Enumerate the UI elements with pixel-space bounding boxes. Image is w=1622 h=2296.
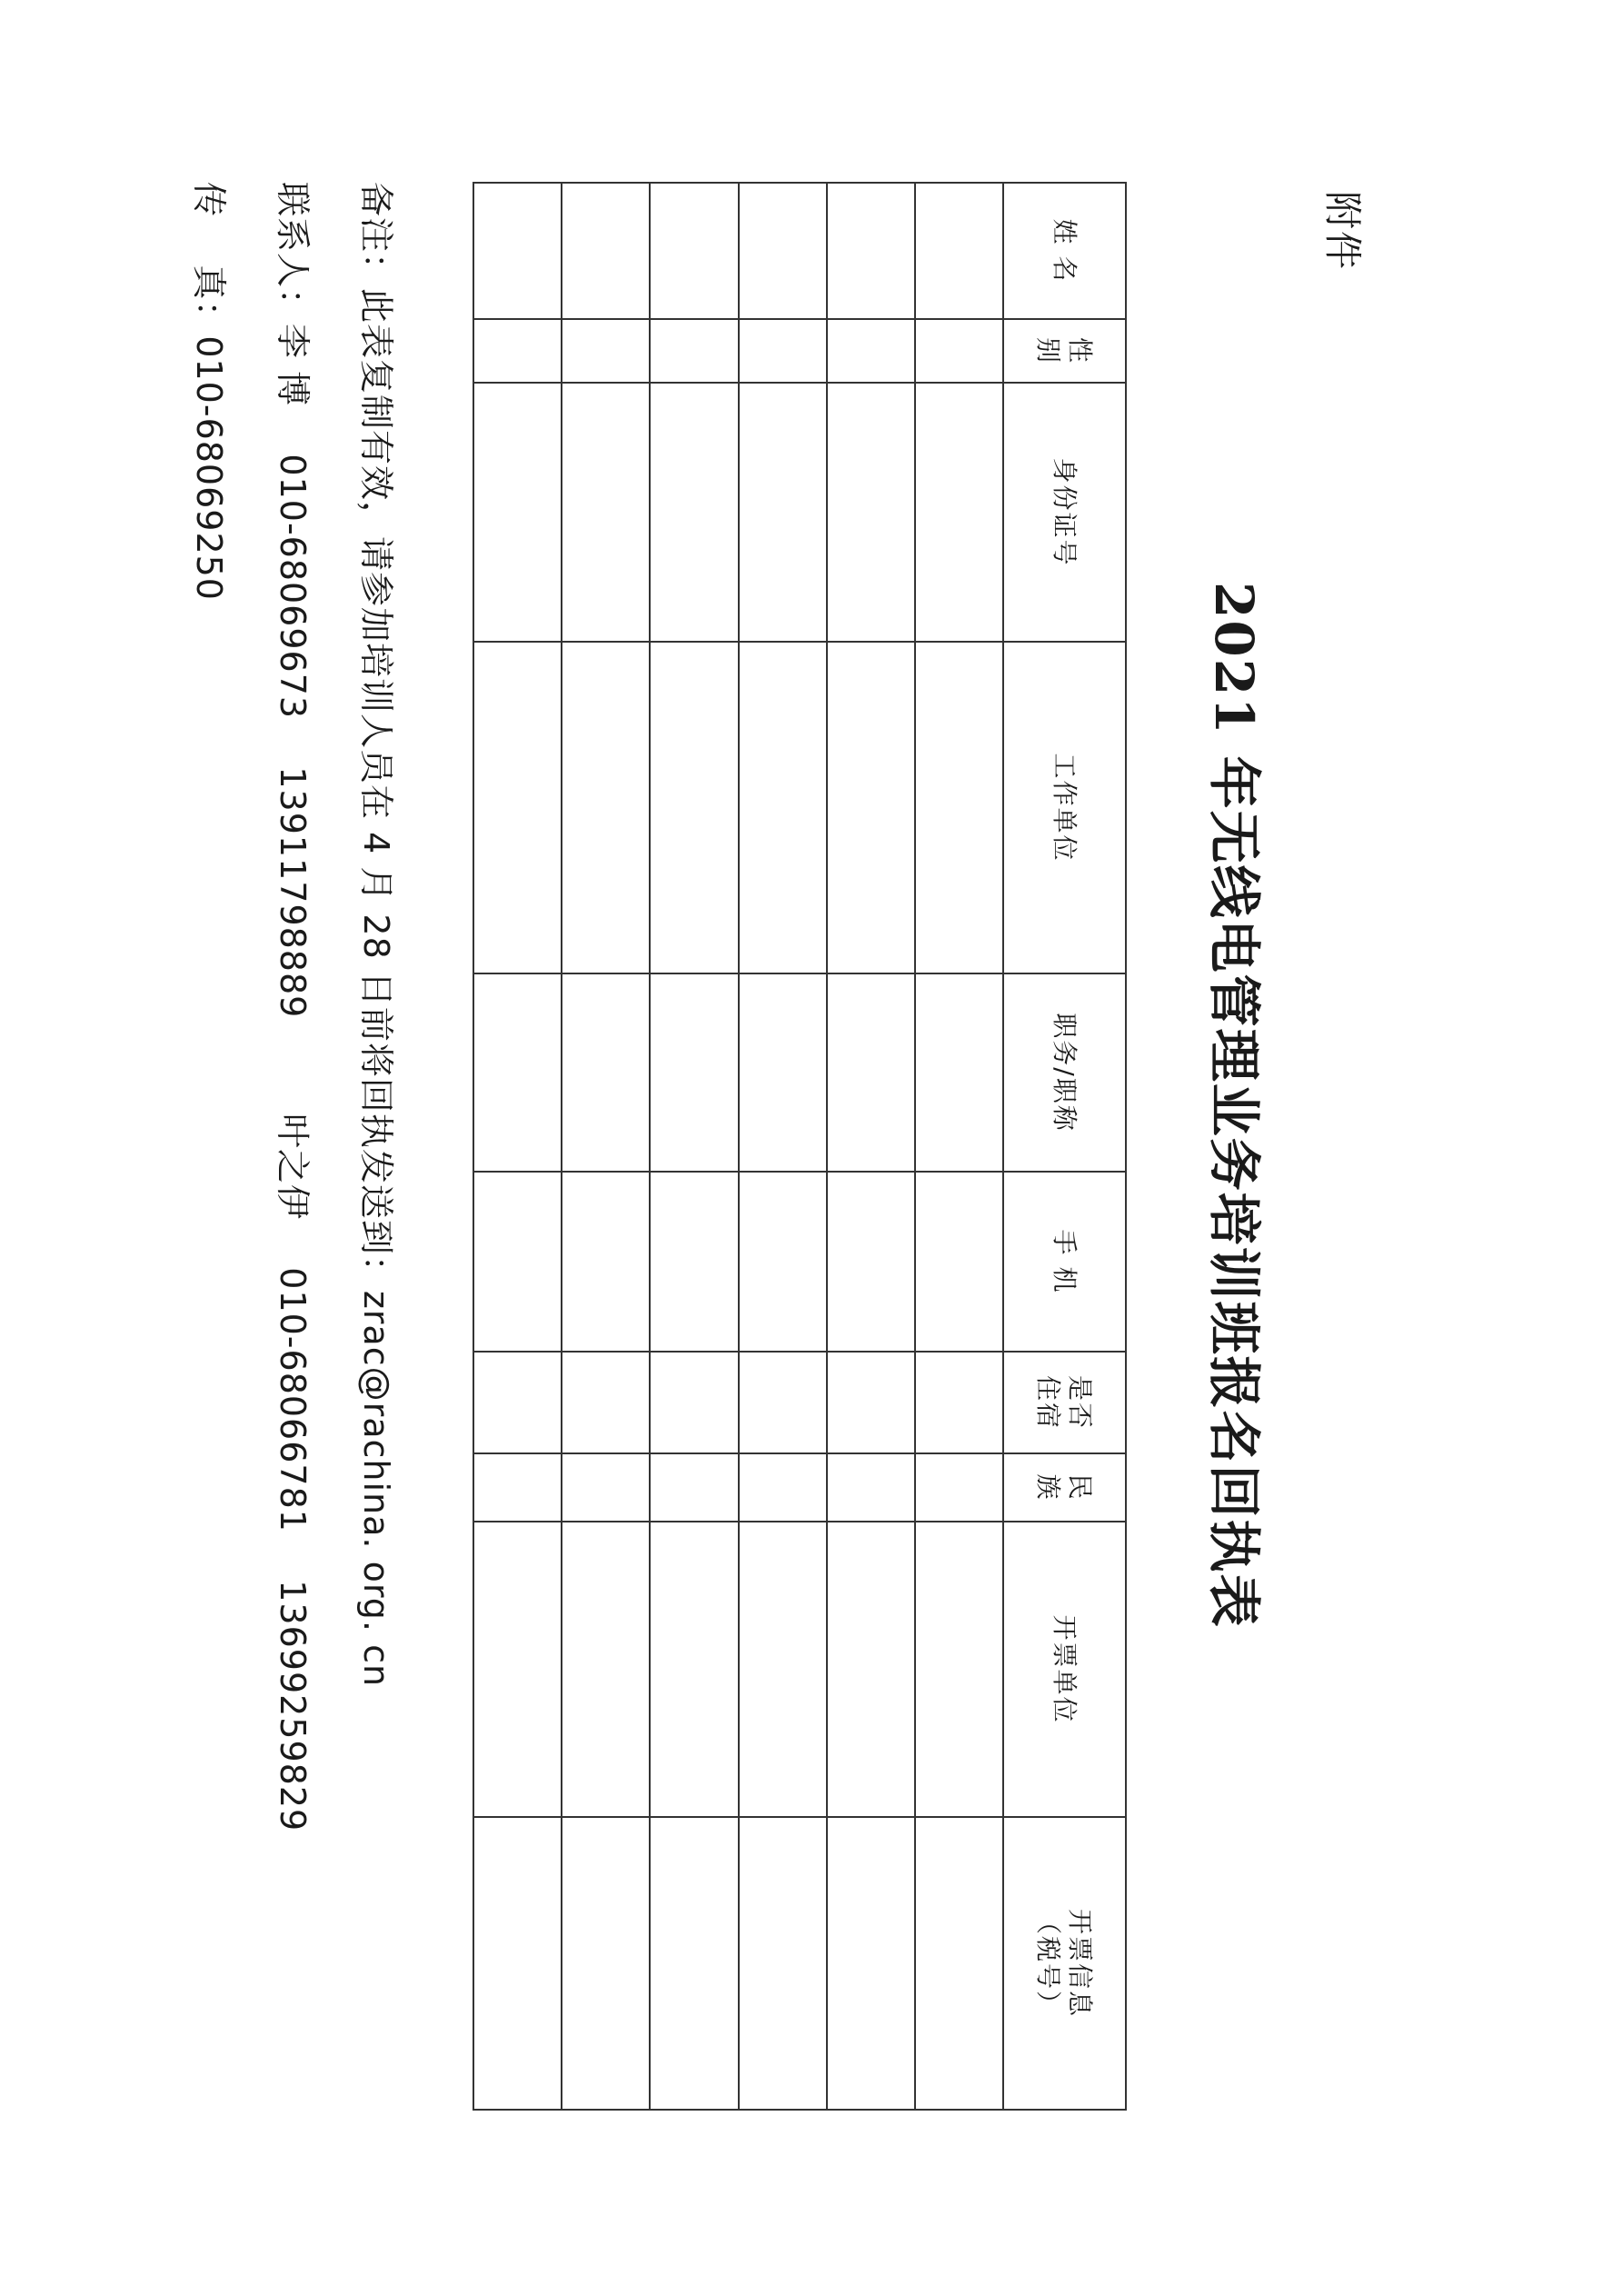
table-cell[interactable] [739, 1352, 827, 1453]
contact-label: 联系人： [273, 182, 313, 324]
table-cell[interactable] [473, 183, 562, 319]
table-cell[interactable] [650, 1453, 738, 1522]
table-cell[interactable] [827, 1817, 915, 2110]
table-cell[interactable] [562, 642, 650, 973]
fax-label: 传 真： [189, 182, 229, 336]
table-cell[interactable] [915, 1817, 1003, 2110]
table-cell[interactable] [827, 319, 915, 383]
table-cell[interactable] [650, 383, 738, 642]
header-position-title: 职务/职称 [1003, 973, 1126, 1172]
table-cell[interactable] [827, 1352, 915, 1453]
table-cell[interactable] [827, 642, 915, 973]
attachment-label: 附件 [1320, 191, 1365, 272]
table-cell[interactable] [562, 1453, 650, 1522]
header-name: 姓 名 [1003, 183, 1126, 319]
header-mobile: 手 机 [1003, 1172, 1126, 1352]
page-title: 2021 年无线电管理业务培训班报名回执表 [1203, 582, 1265, 1629]
table-cell[interactable] [915, 319, 1003, 383]
table-cell[interactable] [473, 973, 562, 1172]
table-cell[interactable] [473, 1817, 562, 2110]
table-cell[interactable] [473, 1352, 562, 1453]
table-cell[interactable] [650, 973, 738, 1172]
table-cell[interactable] [915, 1453, 1003, 1522]
table-cell[interactable] [739, 1172, 827, 1352]
table-cell[interactable] [915, 1522, 1003, 1817]
header-invoice-info: 开票信息 （税号） [1003, 1817, 1126, 2110]
table-cell[interactable] [827, 383, 915, 642]
table-cell[interactable] [650, 1172, 738, 1352]
fax-line [167, 182, 251, 2181]
table-cell[interactable] [473, 383, 562, 642]
table-cell[interactable] [915, 1172, 1003, 1352]
table-cell[interactable] [562, 1522, 650, 1817]
table-cell[interactable] [473, 642, 562, 973]
table-row [739, 183, 827, 2110]
table-cell[interactable] [827, 1522, 915, 1817]
table-cell[interactable] [650, 1352, 738, 1453]
remark-label: 备注： [356, 182, 396, 289]
table-cell[interactable] [739, 973, 827, 1172]
registration-table [473, 182, 1127, 2111]
header-ethnicity: 民 族 [1003, 1453, 1126, 1522]
remark-text: 此表复制有效，请参加培训人员在 4 月 28 日前将回执发送到：zrac@rachina. org. cn [356, 288, 396, 1688]
table-cell[interactable] [915, 1352, 1003, 1453]
table-cell[interactable] [562, 1817, 650, 2110]
table-cell[interactable] [473, 1522, 562, 1817]
table-row [827, 183, 915, 2110]
contact-line [251, 182, 334, 2181]
table-cell[interactable] [473, 1453, 562, 1522]
table-cell[interactable] [739, 183, 827, 319]
table-cell[interactable] [827, 183, 915, 319]
table-cell[interactable] [827, 973, 915, 1172]
table-cell[interactable] [739, 1817, 827, 2110]
header-id-number: 身份证号 [1003, 383, 1126, 642]
table-row [473, 183, 562, 2110]
table-cell[interactable] [650, 642, 738, 973]
table-cell[interactable] [473, 1172, 562, 1352]
table-cell[interactable] [915, 183, 1003, 319]
table-cell[interactable] [915, 383, 1003, 642]
table-cell[interactable] [827, 1172, 915, 1352]
header-gender: 性 别 [1003, 319, 1126, 383]
table-cell[interactable] [562, 383, 650, 642]
table-row [915, 183, 1003, 2110]
table-cell[interactable] [827, 1453, 915, 1522]
table-cell[interactable] [473, 319, 562, 383]
table-header-row [1003, 183, 1126, 2110]
table-cell[interactable] [650, 1817, 738, 2110]
contact-text: 李 博 010-68069673 13911798889 叶之伊 010-68066781 13699259829 [273, 324, 313, 1832]
table-cell[interactable] [650, 1522, 738, 1817]
table-cell[interactable] [739, 319, 827, 383]
table-cell[interactable] [562, 1172, 650, 1352]
table-cell[interactable] [562, 183, 650, 319]
table-cell[interactable] [650, 183, 738, 319]
header-work-unit: 工作单位 [1003, 642, 1126, 973]
fax-number: 010-68069250 [189, 335, 229, 601]
table-cell[interactable] [915, 642, 1003, 973]
table-cell[interactable] [739, 383, 827, 642]
table-row [562, 183, 650, 2110]
remark-line [334, 182, 418, 2181]
table-cell[interactable] [915, 973, 1003, 1172]
header-accommodation: 是否 住宿 [1003, 1352, 1126, 1453]
table-cell[interactable] [562, 319, 650, 383]
table-cell[interactable] [739, 1453, 827, 1522]
table-cell[interactable] [739, 1522, 827, 1817]
table-cell[interactable] [739, 642, 827, 973]
header-invoice-unit: 开票单位 [1003, 1522, 1126, 1817]
table-cell[interactable] [650, 319, 738, 383]
table-cell[interactable] [562, 1352, 650, 1453]
table-row [650, 183, 738, 2110]
table-cell[interactable] [562, 973, 650, 1172]
notes-block [167, 182, 418, 2181]
